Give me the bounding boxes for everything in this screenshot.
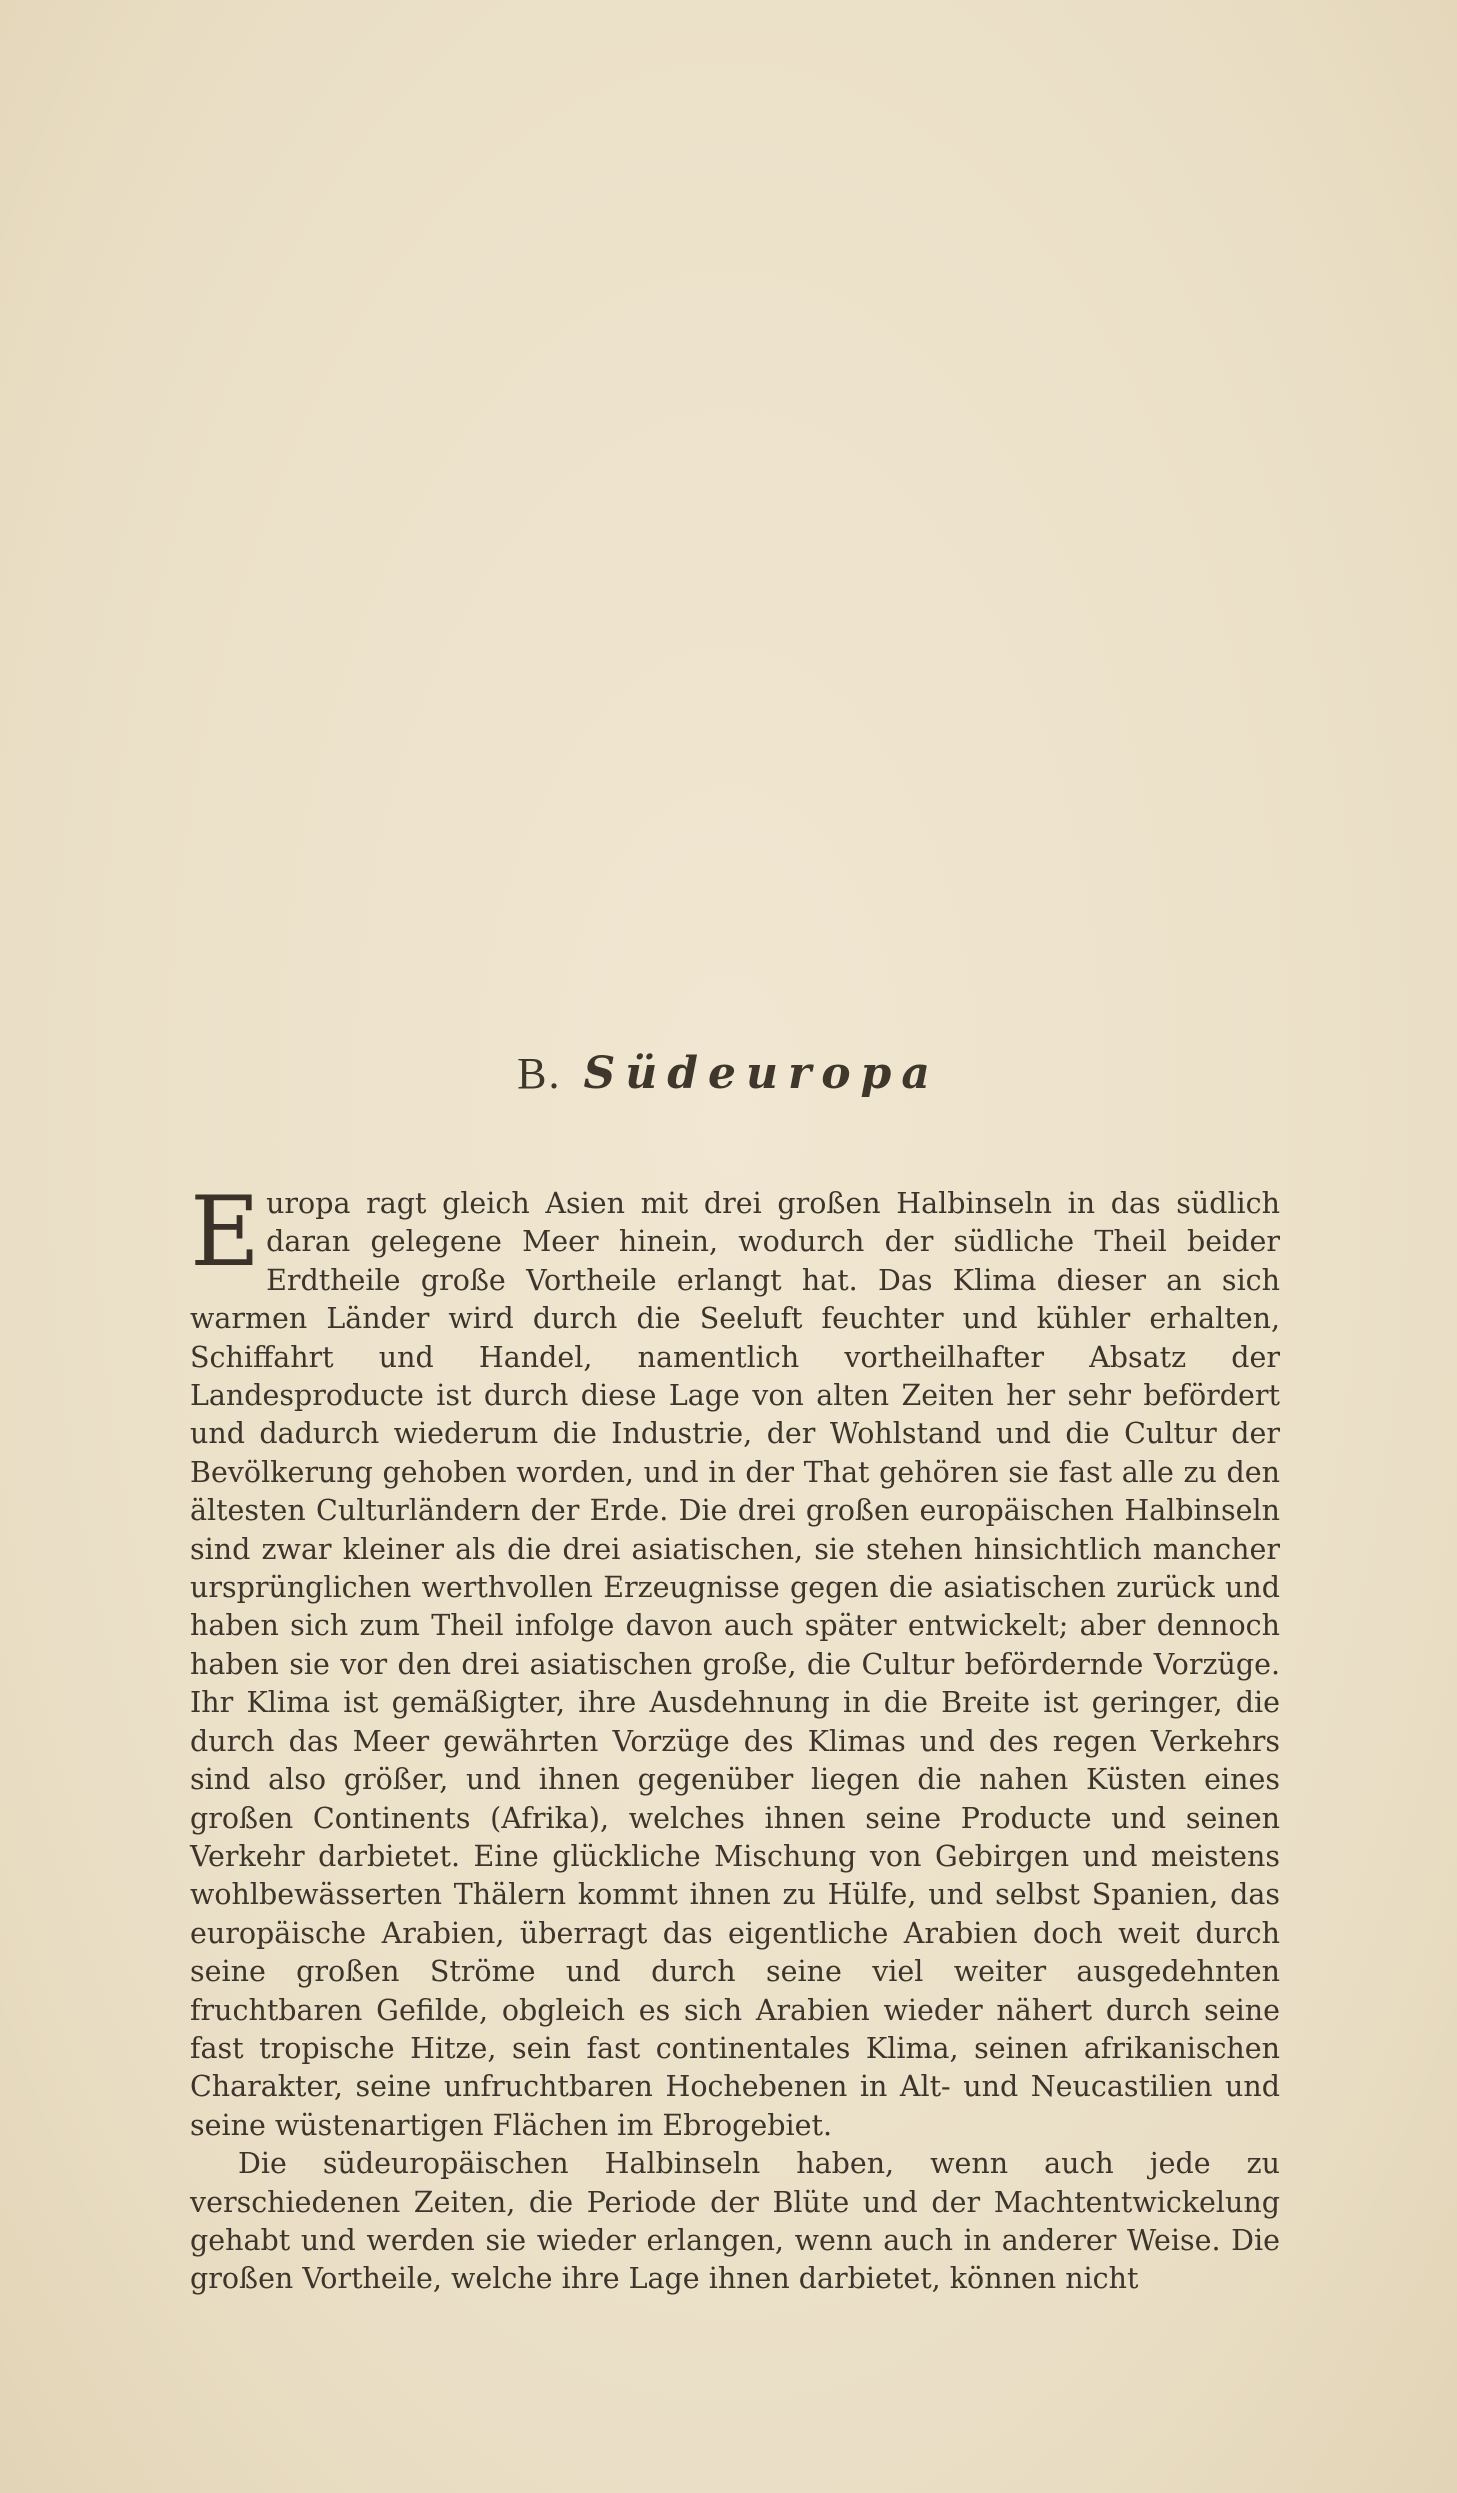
section-letter: B. — [517, 1049, 562, 1098]
drop-cap: E — [190, 1176, 261, 1288]
paragraph-1-text: uropa ragt gleich Asien mit drei großen Halbinseln in das südlich daran gelegene Meer hinein, wodurch der südliche Theil beider Erdtheile große Vortheile erlangt hat. Das Klima dieser an sich warmen Länder wird durch die Seeluft feuchter und kühler erhalten, Schiffahrt und Handel, namentlich vortheilhafter Absatz der Landesproducte ist durch diese Lage von alten Zeiten her sehr befördert und dadurch wiederum die Industrie, der Wohlstand und die Cultur der Bevölkerung gehoben worden, und in der That gehören sie fast alle zu den ältesten Culturländern der Erde. Die drei großen europäischen Halbinseln sind zwar kleiner als die drei asiatischen, sie stehen hinsichtlich mancher ursprünglichen werthvollen Erzeugnisse gegen die asiatischen zurück und haben sich zum Theil infolge davon auch später entwickelt; aber dennoch haben sie vor den drei asiatischen große, die Cultur befördernde Vorzüge. Ihr Klima ist gemäßigter, ihre Ausdehnung in die Breite ist geringer, die durch das Meer gewährten Vorzüge des Klimas und des regen Verkehrs sind also größer, und ihnen gegenüber liegen die nahen Küsten eines großen Continents (Afrika), welches ihnen seine Producte und seinen Verkehr darbietet. Eine glückliche Mischung von Gebirgen und meistens wohlbewässerten Thälern kommt ihnen zu Hülfe, und selbst Spanien, das europäische Arabien, überragt das eigentliche Arabien doch weit durch seine großen Ströme und durch seine viel weiter ausgedehnten fruchtbaren Gefilde, obgleich es sich Arabien wieder nähert durch seine fast tropische Hitze, sein fast continentales Klima, seinen afrikanischen Charakter, seine unfruchtbaren Hochebenen in Alt- und Neucastilien und seine wüstenartigen Flächen im Ebrogebiet. — [190, 1187, 1280, 2142]
body-text — [190, 1176, 1280, 2299]
section-heading — [0, 1048, 1457, 1099]
paragraph-2: Die südeuropäischen Halbinseln haben, wenn auch jede zu verschiedenen Zeiten, die Periode der Blüte und der Machtentwickelung gehabt und werden sie wieder erlangen, wenn auch in anderer Weise. Die großen Vortheile, welche ihre Lage ihnen darbietet, können nicht — [190, 2147, 1280, 2296]
paragraph-1 — [190, 1176, 1280, 2145]
section-title: Südeuropa — [583, 1048, 940, 1099]
